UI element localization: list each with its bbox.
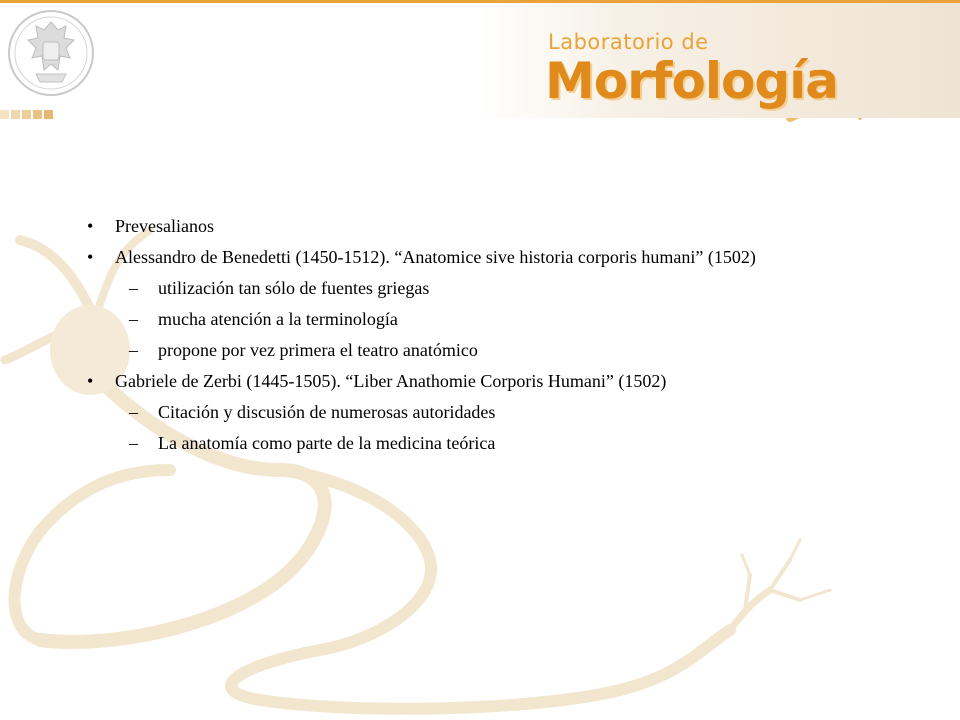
- sub-bullet-item: – propone por vez primera el teatro anatómico: [78, 338, 878, 362]
- header-title-line2: Morfología: [545, 52, 839, 110]
- bullet-item: • Prevesalianos: [78, 214, 878, 238]
- slide-content: [78, 214, 878, 462]
- header-title-line1: Laboratorio de: [548, 30, 709, 54]
- bullet-item: • Gabriele de Zerbi (1445-1505). “Liber Anathomie Corporis Humani” (1502): [78, 369, 878, 393]
- university-crest-icon: [6, 8, 96, 98]
- sub-bullet-item: – La anatomía como parte de la medicina teórica: [78, 431, 878, 455]
- sub-bullet-item: – utilización tan sólo de fuentes griegas: [78, 276, 878, 300]
- sub-bullet-item: – Citación y discusión de numerosas autoridades: [78, 400, 878, 424]
- sub-bullet-item: – mucha atención a la terminología: [78, 307, 878, 331]
- bullet-item: • Alessandro de Benedetti (1450-1512). “Anatomice sive historia corporis humani” (1502): [78, 245, 878, 269]
- header-decorative-squares: [0, 110, 55, 119]
